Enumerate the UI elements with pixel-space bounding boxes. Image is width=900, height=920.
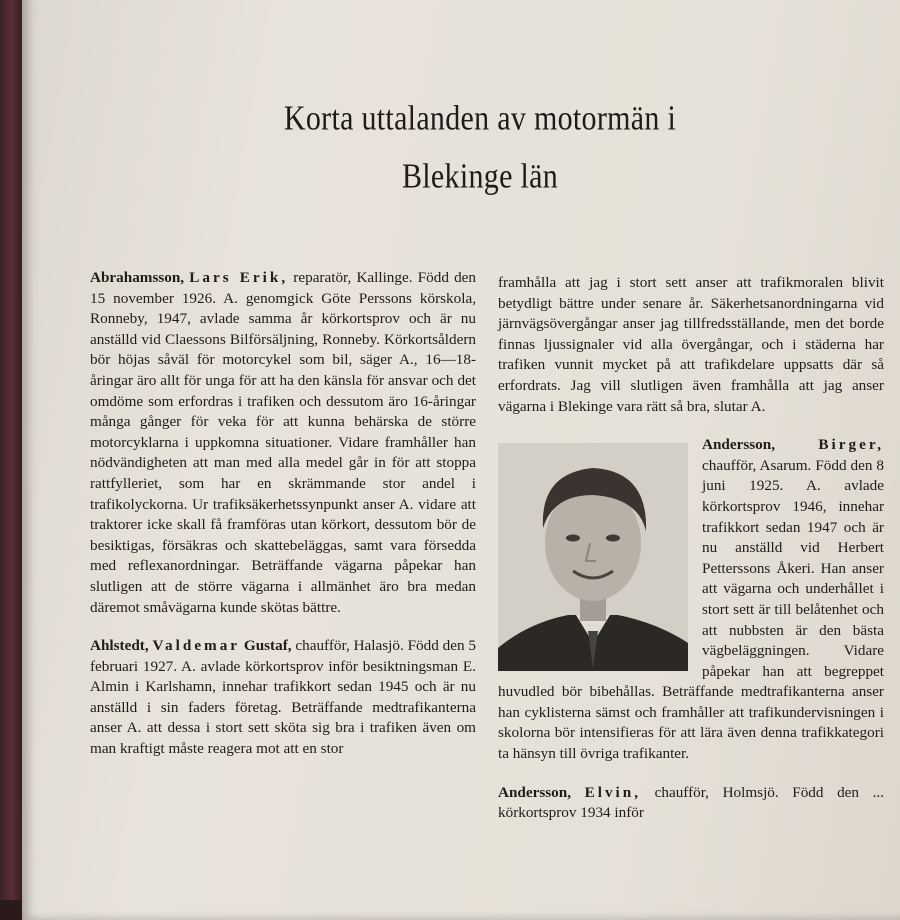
entry-ahlstedt [90, 636, 476, 760]
article-title-line-1: Korta uttalanden av motormän i [283, 99, 677, 138]
entry-andersson-elvin [498, 783, 884, 824]
entry-surname: Andersson, [498, 783, 572, 801]
entry-abrahamsson [90, 268, 476, 618]
left-column [90, 268, 476, 760]
entry-text: chaufför, Halasjö. Född den 5 februari 1927. A. avlade körkortsprov inför besiktningsman E. Almin i Karlshamn, innehar trafikkort sedan 1945 och är nu anställd i sin faders företag. Beträffande medtrafikanterna anser A. att dessa i stort sett sköta sig bra i trafiken även om man kraftigt måste reagera mot att en stor [90, 637, 476, 758]
entry-given-name: Valdemar [152, 637, 241, 655]
entry-surname: Andersson, [702, 436, 776, 454]
entry-given-name: Birger, [818, 436, 884, 454]
entry-given-name-2: Gustaf, [243, 637, 292, 655]
portrait-photo [498, 443, 688, 671]
entry-given-name: Elvin, [584, 783, 642, 801]
book-page [22, 0, 900, 920]
entry-surname: Ahlstedt, [90, 637, 149, 655]
entry-continuation: framhålla att jag i stort sett anser att trafikmoralen blivit betydligt bättre under senare år. Säkerhetsanordningarna vid järnvägsövergångar anser jag tillfredsställande, men det borde finnas ljussignaler vid alla övergångar, och i städerna har trafiken vunnit mycket på att trafikdelare uppsatts där så erfordrats. Jag vill slutligen även framhålla att jag anser vägarna i Blekinge vara rätt så bra, slutar A. [498, 274, 884, 415]
entry-surname: Abrahamsson, [90, 269, 185, 286]
entry-text: chaufför, Asarum. Född den 8 juni 1925. A. avlade körkortsprov 1946, innehar trafikkort sedan 1947 och är nu anställd vid Herbert Petterssons Åkeri. Han anser att vägarna och underhållet i stort sett är till belåtenhet och att nubbsten är den bästa vägbeläggningen. Vidare påpekar han att begreppet huvudled bör bibehållas. Beträffande medtrafikanterna anser han cyklisterna sämst och framhåller att trafikundervisningen i skolorna bör intensifieras för att lära även denna trafikkategori ta hänsyn till övriga trafikanter. [498, 456, 884, 763]
article-title-line-2: Blekinge län [401, 157, 559, 196]
entry-andersson-birger [498, 435, 884, 765]
entry-text: reparatör, Kallinge. Född den 15 november 1926. A. genomgick Göte Perssons körskola, Ronneby, 1947, avlade samma år körkortsprov och är nu anställd vid Claessons Bilförsäljning, Ronneby. Körkortsåldern bör höjas såväl för motorcykel som bil, säger A., 16—18-åringar äro allt för unga för att ha den känsla för ansvar och det omdöme som erfordras i trafiken och dessutom äro 16-åringar många gånger för veka för att kunna behärska de större motorcyklarna i uppkomna situationer. Vidare framhåller han nödvändigheten att man med alla medel går in för att stoppa rattfylleriet, som har en skrämmande stor andel i trafikolyckorna. Ur trafiksäkerhetssynpunkt anser A. vidare att traktorer icke skall få framföras utan körkort, dessutom bör de besiktigas, försäkras och skattebeläggas, samt vara försedda med reflexanordningar. Beträffande vägarna påpekar han slutligen att de större vägarna i allmänhet äro bra medan däremot småvägarna kunde skötas bättre. [90, 269, 476, 616]
entry-given-name: Lars Erik, [189, 269, 289, 286]
entry-text: chaufför, Holmsjö. Född den ... körkortsprov 1934 inför [498, 783, 885, 822]
right-column [498, 273, 884, 824]
